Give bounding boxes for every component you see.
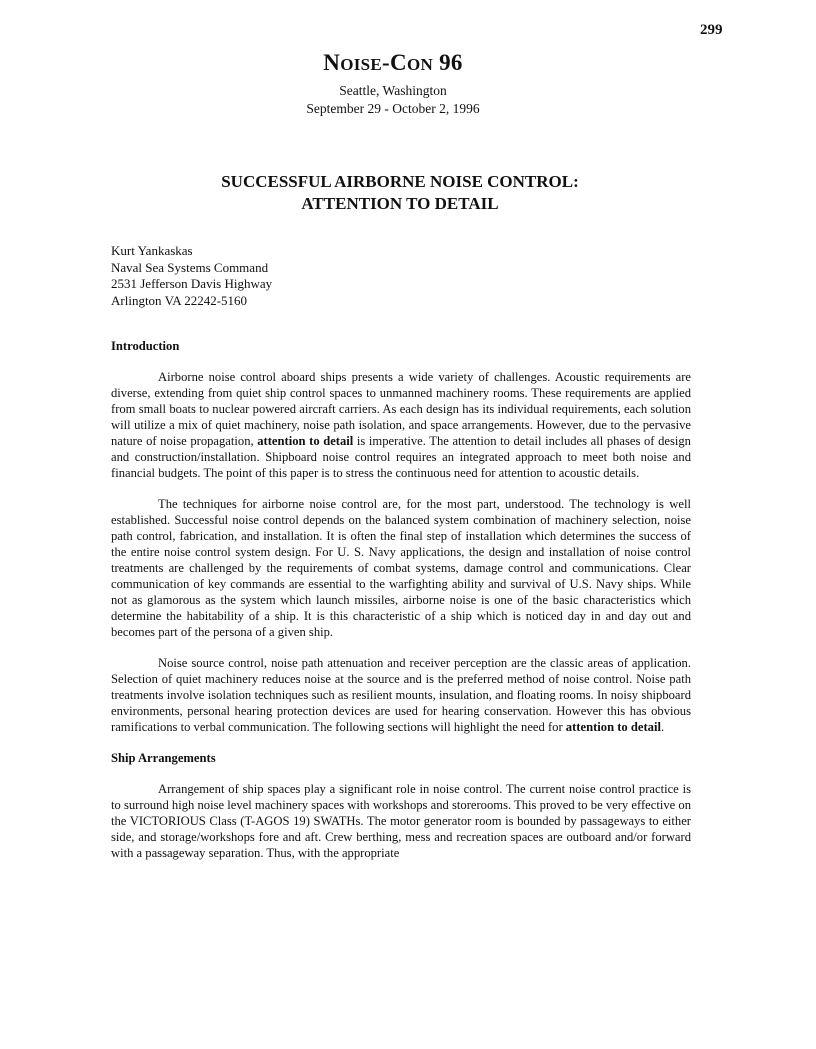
conference-title-oise: OISE bbox=[340, 55, 383, 74]
paper-title-line-2: ATTENTION TO DETAIL bbox=[301, 194, 499, 213]
conference-title-n: N bbox=[323, 50, 341, 75]
author-name: Kurt Yankaskas bbox=[111, 243, 193, 258]
paper-body bbox=[111, 338, 691, 876]
author-block bbox=[111, 243, 272, 309]
page-number: 299 bbox=[700, 22, 723, 38]
conference-title-year: 96 bbox=[433, 50, 463, 75]
author-street: 2531 Jefferson Davis Highway bbox=[111, 276, 273, 291]
conference-title-on: ON bbox=[406, 55, 434, 74]
introduction-heading: Introduction bbox=[111, 339, 180, 353]
introduction-p3-text-b: . bbox=[660, 720, 665, 734]
conference-location: Seattle, Washington bbox=[339, 83, 447, 98]
introduction-p3-text-a: Noise source control, noise path attenuation and receiver perception are the classic areas of application. Selection of quiet machinery reduces noise at the source and is the preferred method of noise control. Noise path treatments involve isolation techniques such as resilient mounts, insulation, and floating rooms. In noisy shipboard environments, personal hearing protection devices are used for hearing conservation. However this has obvious ramifications to verbal communication. The following sections will highlight the need for bbox=[111, 656, 691, 734]
paper-title-line-1: SUCCESSFUL AIRBORNE NOISE CONTROL: bbox=[221, 172, 579, 191]
ship-arrangements-heading: Ship Arrangements bbox=[111, 751, 216, 765]
conference-title-dash: - bbox=[382, 50, 391, 75]
introduction-p1-text-b: is imperative. The attention to detail includes all phases of design and construction/installation. Shipboard noise control requires an integrated approach to meet both noise and financial budgets. The point of this paper is to stress the continuous need for attention to acoustic details. bbox=[111, 434, 691, 480]
conference-dates: September 29 - October 2, 1996 bbox=[306, 101, 480, 116]
introduction-paragraph-2: The techniques for airborne noise control are, for the most part, understood. The technology is well established. Successful noise control depends on the balanced system combination of machinery selection, noise path control, fabrication, and installation. It is often the final step of installation which determines the success of the entire noise control system design. For U. S. Navy applications, the design and installation of noise control treatments are challenged by the requirements of combat systems, damage control and communications. Clear communication of key commands are essential to the warfighting ability and survival of U.S. Navy ships. While not as glamorous as the system which launch missiles, airborne noise is one of the basic characteristics which determine the habitability of a ship. It is this characteristic of a ship which is noticed day in and day out and becomes part of the persona of a given ship. bbox=[111, 497, 691, 639]
author-city: Arlington VA 22242-5160 bbox=[111, 292, 248, 308]
introduction-paragraph-3 bbox=[111, 655, 691, 735]
author-organization: Naval Sea Systems Command bbox=[111, 259, 269, 275]
paper-title bbox=[0, 171, 800, 215]
introduction-p1-text-a: Airborne noise control aboard ships presents a wide variety of challenges. Acoustic requirements are diverse, extending from quiet ship control spaces to unmanned machinery rooms. These requirements are applied from small boats to nuclear powered aircraft carriers. As each design has its individual requirements, each solution will utilize a mix of quiet machinery, noise path isolation, and space arrangements. However, due to the pervasive nature of noise propagation, bbox=[111, 370, 691, 448]
introduction-paragraph-1 bbox=[111, 369, 691, 481]
conference-title bbox=[0, 50, 786, 76]
conference-title-c: C bbox=[390, 50, 407, 75]
introduction-p1-emphasis: attention to detail bbox=[257, 434, 354, 448]
ship-arrangements-paragraph-1: Arrangement of ship spaces play a significant role in noise control. The current noise control practice is to surround high noise level machinery spaces with workshops and storerooms. This proved to be very effective on the VICTORIOUS Class (T-AGOS 19) SWATHs. The motor generator room is bounded by passageways to either side, and storage/workshops fore and aft. Crew berthing, mess and recreation spaces are outboard and/or forward with a passageway separation. Thus, with the appropriate bbox=[111, 782, 691, 860]
conference-header bbox=[0, 50, 786, 118]
introduction-p3-emphasis: attention to detail bbox=[565, 720, 661, 734]
